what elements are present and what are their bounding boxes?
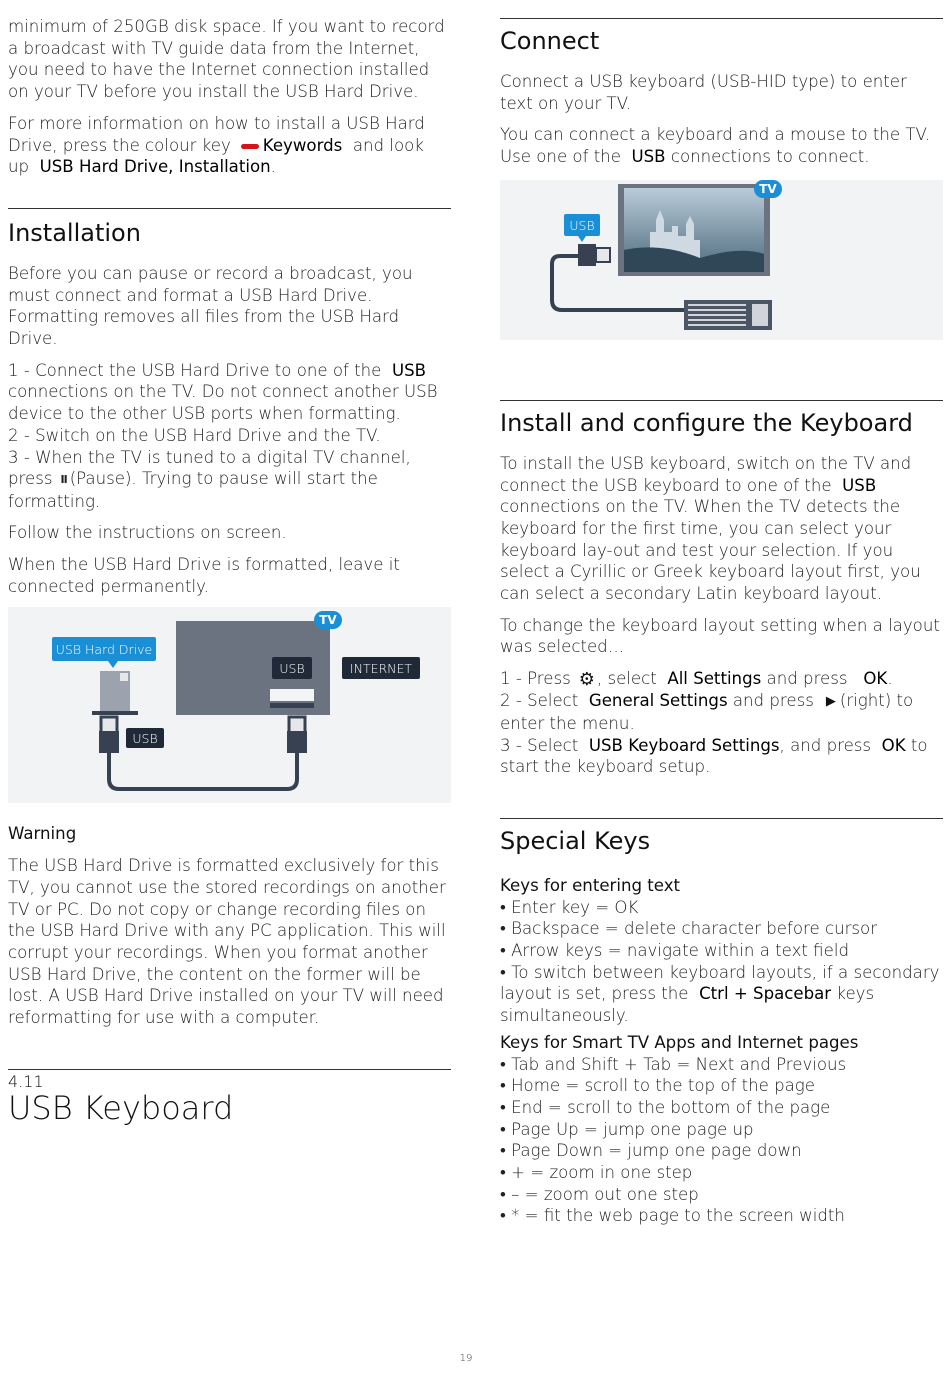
list-item: • Page Down = jump one page down	[500, 1141, 802, 1161]
usb-keyboard-settings-label: USB Keyboard Settings	[588, 735, 780, 755]
install-divider	[500, 400, 943, 401]
keywords-label: Keywords	[262, 135, 343, 155]
step-3-text-2: (Pause). Trying to pause will start the formatting.	[8, 469, 378, 511]
svg-text:USB Hard Drive: USB Hard Drive	[55, 642, 153, 658]
internet-label	[342, 657, 420, 679]
kstep-3-text-2: , and press	[779, 735, 872, 755]
usb-label: USB	[631, 147, 666, 167]
list-item: • Tab and Shift + Tab = Next and Previous	[500, 1054, 847, 1074]
section-number: 4.11	[8, 1071, 44, 1091]
keyboard	[684, 300, 772, 330]
kstep-3	[500, 735, 943, 778]
intro-text: For more information on how to install a USB Hard Drive, press the colour key	[8, 113, 425, 155]
kstep-1-text-2: , select	[596, 669, 657, 689]
kstep-2-text-3: (right) to enter the menu.	[500, 691, 914, 733]
step-1-text-2: connections on the TV. Do not connect another USB device to the other USB ports when formatting.	[8, 382, 438, 424]
installation-paragraph: Before you can pause or record a broadcast, you must connect and format a USB Hard Drive. Formatting removes all files from the USB Hard Drive.	[8, 263, 413, 349]
list-item: • * = fit the web page to the screen width	[500, 1206, 845, 1226]
step-3	[8, 447, 451, 513]
svg-text:USB: USB	[279, 661, 305, 677]
usb-port-label	[272, 657, 312, 679]
step-1	[8, 360, 451, 425]
connect-paragraph-1: Connect a USB keyboard (USB-HID type) to enter text on your TV.	[500, 72, 907, 113]
list-item: • Page Up = jump one page up	[500, 1119, 754, 1139]
list-item: • Home = scroll to the top of the page	[500, 1076, 815, 1096]
list-item: • Backspace = delete character before cursor	[500, 919, 878, 939]
special-keys-heading: Special Keys	[500, 826, 651, 855]
section-divider-2	[8, 1069, 451, 1070]
usb-cable-label	[126, 728, 164, 748]
follow-instructions: Follow the instructions on screen.	[8, 523, 287, 543]
keyboard-steps	[500, 668, 943, 778]
gear-icon: ⚙	[578, 668, 595, 690]
keys-text-heading: Keys for entering text	[500, 875, 681, 895]
warning-heading: Warning	[8, 824, 77, 844]
ctrl-spacebar-label: Ctrl + Spacebar	[699, 984, 832, 1004]
step-3-text: 3 - When the TV is tuned to a digital TV channel, press	[8, 447, 411, 489]
install-text: To install the USB keyboard, switch on the TV and connect the USB keyboard to one of the	[500, 453, 912, 495]
install-keyboard-heading: Install and configure the Keyboard	[500, 408, 913, 437]
intro-end: .	[270, 157, 276, 177]
intro-paragraph-1: minimum of 250GB disk space. If you want to record a broadcast with TV guide data from the Internet, you need to have the Internet connection installed on your TV before you install the USB Hard Drive.	[8, 17, 445, 102]
install-text-2: connections on the TV. When the TV detects the keyboard for the first time, you can select your keyboard lay-out and test your selection. If you select a Cyrillic or Greek keyboard layout first, you can select a secondary Latin keyboard layout.	[500, 497, 921, 604]
intro-paragraph-2	[8, 113, 451, 178]
connect-paragraph-2	[500, 124, 943, 167]
pause-icon: II	[60, 472, 67, 486]
red-colour-key-icon	[241, 144, 259, 149]
list-item: • Arrow keys = navigate within a text field	[500, 941, 849, 961]
all-settings-label: All Settings	[667, 669, 762, 689]
list-item: • End = scroll to the bottom of the page	[500, 1097, 831, 1117]
usb-hard-drive-diagram	[8, 607, 451, 803]
kstep-2	[500, 690, 943, 734]
svg-text:USB: USB	[569, 217, 595, 233]
ok-label: OK	[881, 735, 906, 755]
list-item: • Enter key = OK	[500, 897, 639, 917]
usb-keyboard-diagram	[500, 180, 943, 340]
kstep-2-text: 2 - Select	[500, 691, 579, 711]
install-paragraph-2: To change the keyboard layout setting when a layout was selected…	[500, 615, 940, 657]
list-item-switch-layout	[500, 962, 943, 1027]
kstep-1	[500, 668, 943, 690]
formatted-note: When the USB Hard Drive is formatted, leave it connected permanently.	[8, 555, 400, 596]
list-item: • – = zoom out one step	[500, 1184, 699, 1204]
kstep-2-text-2: and press	[732, 691, 814, 711]
right-column	[500, 0, 943, 1227]
svg-text:TV: TV	[319, 613, 337, 628]
kstep-1-text-3: and press	[766, 669, 848, 689]
svg-text:USB: USB	[132, 731, 158, 747]
step-1-text: 1 - Connect the USB Hard Drive to one of the	[8, 360, 382, 380]
tv-badge	[754, 180, 782, 198]
switch-text-2: keys simultaneously.	[500, 984, 875, 1026]
left-column	[8, 0, 451, 1127]
installation-heading: Installation	[8, 218, 141, 247]
connect-text: You can connect a keyboard and a mouse to the TV. Use one of the	[500, 125, 931, 167]
installation-steps	[8, 360, 451, 513]
kstep-1-text: 1 - Press	[500, 669, 571, 689]
kstep-1-end: .	[887, 669, 893, 689]
svg-text:TV: TV	[759, 181, 777, 196]
install-paragraph-1	[500, 453, 943, 605]
special-keys-divider	[500, 818, 943, 819]
switch-text: • To switch between keyboard layouts, if a secondary layout is set, press the	[500, 962, 940, 1004]
ok-label: OK	[863, 669, 888, 689]
intro-text-2: and look up	[8, 135, 424, 177]
right-arrow-icon: ▶	[825, 694, 836, 710]
step-2: 2 - Switch on the USB Hard Drive and the TV.	[8, 425, 381, 445]
connect-divider	[500, 18, 943, 19]
section-divider	[8, 208, 451, 209]
topic-label: USB Hard Drive, Installation	[39, 157, 271, 177]
usb-label: USB	[842, 475, 877, 495]
warning-text: The USB Hard Drive is formatted exclusively for this TV, you cannot use the stored recordings on another TV or PC. Do not copy or change recording files on the USB Hard Drive with any PC application. This will corrupt your recordings. When you format another USB Hard Drive, the content on the former will be lost. A USB Hard Drive installed on your TV will need reformatting for use with a computer.	[8, 856, 446, 1028]
connect-heading: Connect	[500, 27, 600, 55]
usb-label: USB	[391, 360, 427, 380]
keys-web-heading: Keys for Smart TV Apps and Internet pages	[500, 1032, 859, 1052]
kstep-3-text-3: to start the keyboard setup.	[500, 735, 928, 777]
page-number: 19	[459, 1353, 473, 1364]
general-settings-label: General Settings	[588, 691, 728, 711]
section-title: USB Keyboard	[8, 1088, 234, 1127]
list-item: • + = zoom in one step	[500, 1163, 693, 1183]
tv-badge	[314, 611, 342, 629]
svg-text:INTERNET: INTERNET	[349, 661, 413, 677]
connect-text-2: connections to connect.	[670, 147, 870, 167]
kstep-3-text: 3 - Select	[500, 735, 579, 755]
